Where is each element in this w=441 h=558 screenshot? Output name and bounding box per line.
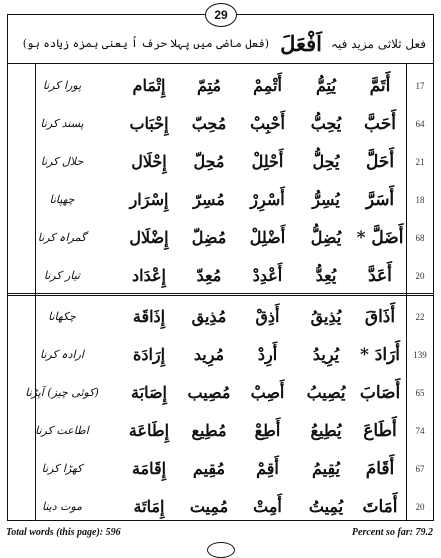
pattern-title: اَفْعَلَ xyxy=(280,31,322,56)
verb-participle: مُتِمّ xyxy=(196,76,222,95)
verb-imperative: أَعْدِدْ xyxy=(252,266,283,285)
verb-imperative: أَحْلِلْ xyxy=(251,152,284,171)
table-row xyxy=(7,180,434,220)
verb-imperfect: يُحِلُّ xyxy=(312,152,340,171)
verb-imperative: أَصِبْ xyxy=(250,383,285,402)
table-row xyxy=(7,335,434,375)
row-number: 20 xyxy=(415,502,425,512)
verb-imperative: أَسْرِرْ xyxy=(250,190,285,209)
verb-imperfect: يُرِيدُ xyxy=(312,345,340,364)
table-row xyxy=(7,487,434,527)
verb-meaning: کھڑا کرنا xyxy=(41,462,83,475)
verb-participle: مُعِدّ xyxy=(196,266,222,285)
verb-participle: مُحِبّ xyxy=(191,114,227,133)
verb-imperative: أَتْمِمْ xyxy=(253,76,282,95)
verb-imperfect: يُسِرُّ xyxy=(312,190,340,209)
verb-meaning: تیار کرنا xyxy=(43,269,81,282)
verb-meaning: پسند کرنا xyxy=(40,117,84,130)
verb-past: أَحَلَّ xyxy=(365,152,395,172)
verb-past: أَسَرَّ xyxy=(365,190,395,210)
verb-past: أَعَدَّ xyxy=(368,266,392,286)
verb-past: أَطَاعَ xyxy=(363,421,397,441)
verb-masdar: إِمَاتَة xyxy=(133,497,165,516)
row-number: 22 xyxy=(415,312,425,322)
verb-imperfect: يُضِلُّ xyxy=(310,228,342,247)
table-row xyxy=(7,297,434,337)
bottom-page-mark xyxy=(207,542,235,558)
verb-imperative: أَذِقْ xyxy=(255,307,280,326)
verb-meaning: ارادہ کرنا xyxy=(40,348,84,361)
section-header xyxy=(7,28,434,64)
verb-participle: مُذِيق xyxy=(191,307,227,326)
verb-imperfect: يُعِدُّ xyxy=(315,266,337,285)
verb-masdar: إِتْمَام xyxy=(132,76,166,95)
table-row xyxy=(7,66,434,106)
verb-imperfect: يُذِيقُ xyxy=(310,307,342,326)
verb-participle: مُرِيد xyxy=(193,345,225,364)
table-row xyxy=(7,373,434,413)
verb-masdar: إِحْبَاب xyxy=(129,114,169,133)
table-row xyxy=(7,256,434,296)
verb-imperative: أَرِدْ xyxy=(257,345,278,364)
row-number: 74 xyxy=(415,426,425,436)
row-number: 65 xyxy=(415,388,425,398)
verb-past: أَمَاتَ xyxy=(362,497,398,517)
verb-participle: مُطِيع xyxy=(191,421,227,440)
verb-past: أَتَمَّ xyxy=(369,76,391,96)
verb-masdar: إِرَادَة xyxy=(132,345,166,364)
row-number: 20 xyxy=(415,271,425,281)
verb-meaning: پورا کرنا xyxy=(42,79,82,92)
group-divider xyxy=(7,293,434,296)
verb-participle: مُمِيت xyxy=(189,497,229,516)
verb-past: أَرَادَ * xyxy=(359,345,401,365)
table-row xyxy=(7,104,434,144)
verb-meaning: (کوئی چیز) آپڑنا xyxy=(25,386,99,399)
verb-meaning: گمراہ کرنا xyxy=(37,231,87,244)
verb-imperfect: يُطِيعُ xyxy=(310,421,342,440)
verb-meaning: موت دینا xyxy=(41,500,83,513)
verb-imperative: أَقِمْ xyxy=(256,459,279,478)
row-number: 68 xyxy=(415,233,425,243)
verb-imperative: أَحْبِبْ xyxy=(250,114,285,133)
verb-imperfect: يُقِيمُ xyxy=(311,459,341,478)
verb-imperfect: يُمِيتُ xyxy=(308,497,344,516)
form-label: فعل ثلاثی مزید فیہ xyxy=(331,37,426,51)
verb-past: أَصَابَ xyxy=(359,383,401,403)
verb-participle: مُقِيم xyxy=(192,459,226,478)
pattern-description: (فعل ماضی میں پہلا حرف اُ یعنی ہمزہ زیادہ ہو) xyxy=(22,37,269,50)
verb-masdar: إِعْدَاد xyxy=(132,266,166,285)
verb-past: أَذَاقَ xyxy=(364,307,396,327)
verb-past: أَضَلَّ * xyxy=(356,228,404,248)
table-row xyxy=(7,411,434,451)
row-number: 64 xyxy=(415,119,425,129)
row-number: 17 xyxy=(415,81,425,91)
verb-imperfect: يُصِيبُ xyxy=(306,383,346,402)
verb-participle: مُحِلّ xyxy=(193,152,225,171)
verb-masdar: إِقَامَة xyxy=(131,459,167,478)
verb-masdar: إِضْلَال xyxy=(129,228,169,247)
verb-imperfect: يُحِبُّ xyxy=(310,114,342,133)
verb-participle: مُصِيب xyxy=(187,383,231,402)
verb-meaning: اطاعت کرنا xyxy=(35,424,89,437)
row-number: 139 xyxy=(413,350,427,360)
page-number: 29 xyxy=(205,3,237,27)
verb-past: أَقَامَ xyxy=(365,459,395,479)
table-row xyxy=(7,218,434,258)
verb-meaning: حلال کرنا xyxy=(40,155,84,168)
verb-meaning: چکھانا xyxy=(48,310,76,323)
table-row xyxy=(7,142,434,182)
verb-meaning: چھپانا xyxy=(49,193,75,206)
verb-imperative: أَضْلِلْ xyxy=(249,228,286,247)
verb-masdar: إِحْلَال xyxy=(131,152,167,171)
verb-masdar: إِطَاعَة xyxy=(128,421,170,440)
total-words: Total words (this page): 596 xyxy=(6,527,121,538)
row-number: 21 xyxy=(415,157,425,167)
verb-masdar: إِسْرَار xyxy=(129,190,169,209)
percent-so-far: Percent so far: 79.2 xyxy=(351,527,433,538)
verb-participle: مُضِلّ xyxy=(191,228,227,247)
verb-past: أَحَبَّ xyxy=(364,114,396,134)
row-number: 18 xyxy=(415,195,425,205)
verb-imperative: أَمِتْ xyxy=(253,497,282,516)
verb-imperfect: يُتِمُّ xyxy=(316,76,336,95)
verb-imperative: أَطِعْ xyxy=(254,421,281,440)
table-row xyxy=(7,449,434,489)
verb-participle: مُسِرّ xyxy=(193,190,225,209)
verb-masdar: إِصَابَة xyxy=(131,383,167,402)
row-number: 67 xyxy=(415,464,425,474)
verb-masdar: إِذَاقَة xyxy=(132,307,166,326)
